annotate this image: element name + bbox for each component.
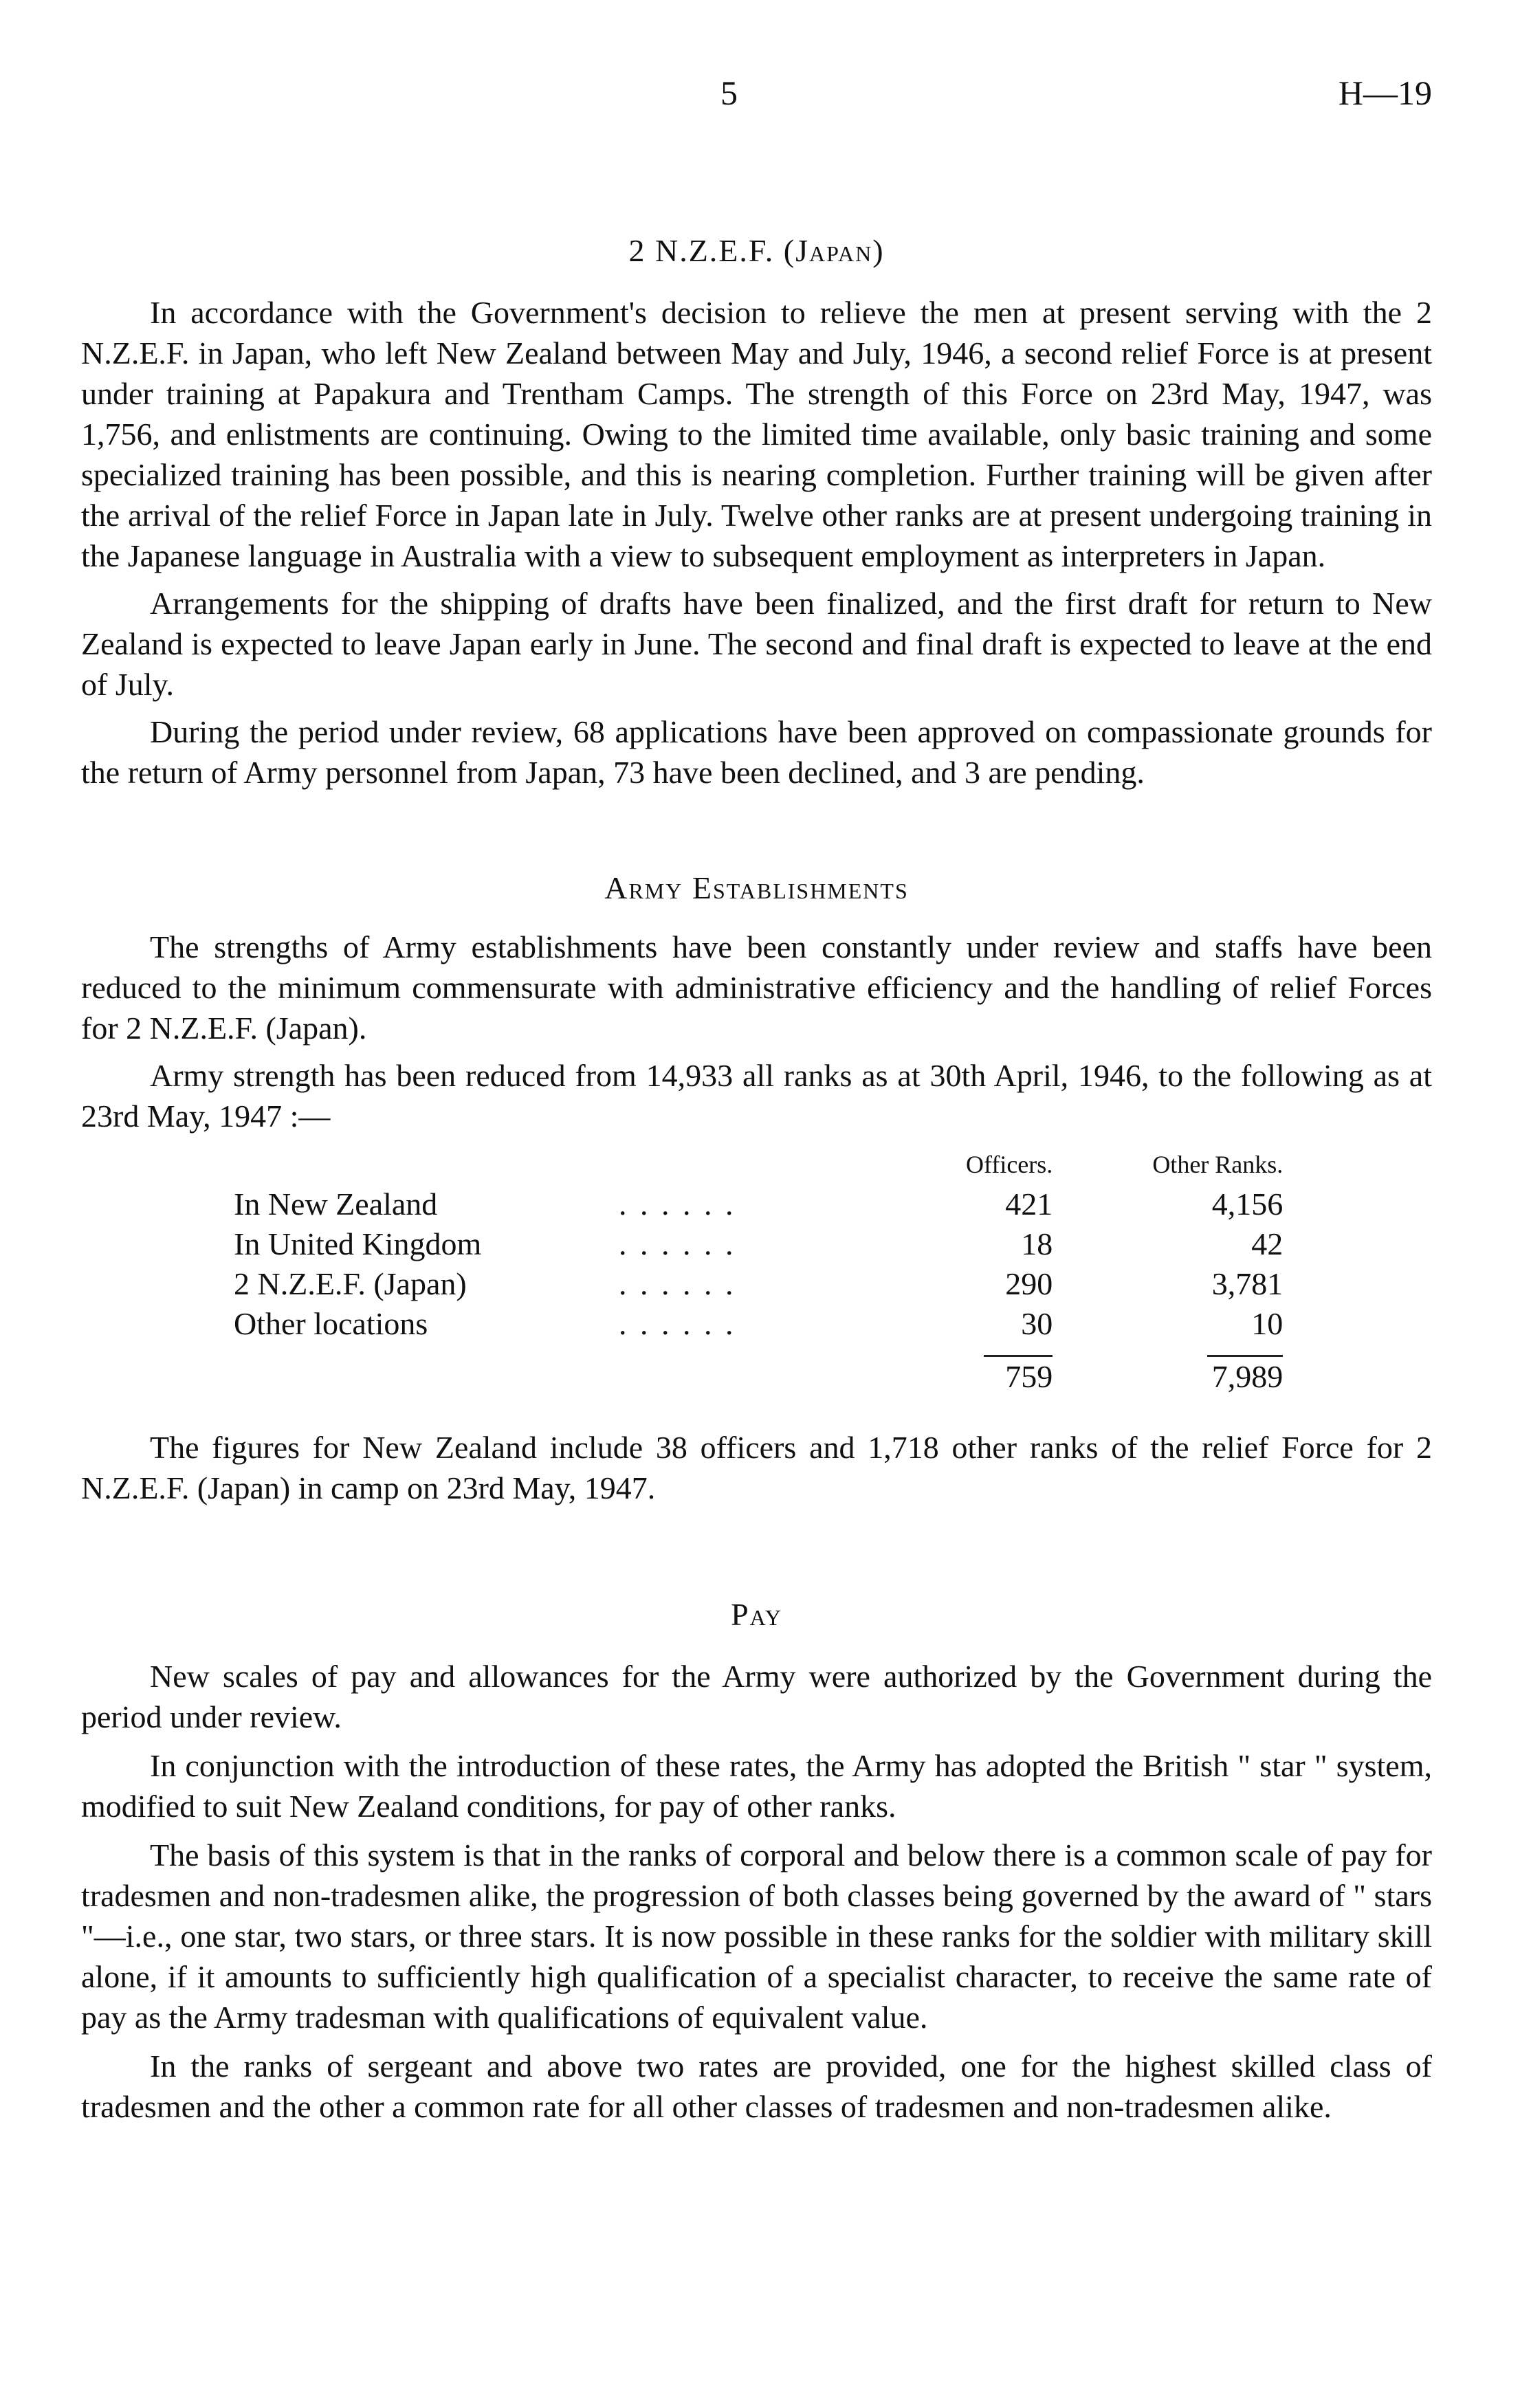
table-row <box>234 1184 1283 1224</box>
row-other-ranks: 4,156 <box>1211 1186 1284 1222</box>
row-leader-dots: . . . . . . <box>619 1226 736 1261</box>
row-location: In United Kingdom <box>234 1226 482 1261</box>
row-leader-dots: . . . . . . <box>619 1306 736 1341</box>
row-other-ranks: 10 <box>1251 1306 1284 1341</box>
section-title-japan <box>81 232 1432 269</box>
paragraph: New scales of pay and allowances for the Army were authorized by the Government during the period under review. <box>81 1659 1432 1734</box>
section-title-japan-sub: (Japan) <box>783 233 885 268</box>
table-rule-row <box>234 1344 1283 1357</box>
row-location: 2 N.Z.E.F. (Japan) <box>234 1266 467 1301</box>
paragraph: During the period under review, 68 applications have been approved on compassionate grounds for the return of Army personnel from Japan, 73 have been declined, and 3 are pending. <box>81 714 1432 790</box>
paragraph: In conjunction with the introduction of these rates, the Army has adopted the British " star " system, modified to suit New Zealand conditions, for pay of other ranks. <box>81 1748 1432 1824</box>
paragraph: The strengths of Army establishments have been constantly under review and staffs have been reduced to the minimum commensurate with administrative efficiency and the handling of relief Forces for 2 N.Z.E.F. (Japan). <box>81 929 1432 1046</box>
army-strength-table <box>234 1145 1283 1397</box>
paragraph: In accordance with the Government's decision to relieve the men at present serving with the 2 N.Z.E.F. in Japan, who left New Zealand between May and July, 1946, a second relief Force is at present under training at Papakura and Trentham Camps. The strength of this Force on 23rd May, 1947, was 1,756, and enlistments are continuing. Owing to the limited time available, only basic training and some specialized training has been possible, and this is nearing completion. Further training will be given after the arrival of the relief Force in Japan late in July. Twelve other ranks are at present undergoing training in the Japanese language in Australia with a view to subsequent employment as interpreters in Japan. <box>81 295 1432 573</box>
column-header-other-ranks: Other Ranks. <box>1152 1151 1284 1178</box>
table-header-row <box>234 1145 1283 1184</box>
paragraph: In the ranks of sergeant and above two rates are provided, one for the highest skilled class of tradesmen and the other a common rate for all other classes of tradesmen and non-tradesmen alike. <box>81 2048 1432 2124</box>
column-header-officers: Officers. <box>966 1151 1053 1178</box>
section-pay <box>81 1596 1432 2127</box>
row-leader-dots: . . . . . . <box>619 1266 736 1301</box>
row-location: In New Zealand <box>234 1186 438 1222</box>
table-row <box>234 1304 1283 1344</box>
table-row <box>234 1224 1283 1264</box>
page-number: 5 <box>720 74 738 112</box>
section-title-pay: Pay <box>731 1597 782 1632</box>
total-officers: 759 <box>1005 1359 1053 1394</box>
row-officers: 290 <box>1005 1266 1053 1301</box>
row-officers: 421 <box>1005 1186 1053 1222</box>
row-location: Other locations <box>234 1306 428 1341</box>
row-officers: 30 <box>1021 1306 1053 1341</box>
table-total-row <box>234 1357 1283 1397</box>
page-header <box>81 69 1432 137</box>
row-officers: 18 <box>1021 1226 1053 1261</box>
total-other-ranks: 7,989 <box>1211 1359 1284 1394</box>
row-leader-dots: . . . . . . <box>619 1186 736 1222</box>
document-reference: H—19 <box>1338 74 1432 112</box>
paragraph: The basis of this system is that in the ranks of corporal and below there is a common scale of pay for tradesmen and non-tradesmen alike, the progression of both classes being governed by the award of " stars "—i.e., one star, two stars, or three stars. It is now possible in these ranks for the soldier with military skill alone, if it amounts to sufficiently high qualification of a specialist character, to receive the same rate of pay as the Army tradesman with qualifications of equivalent value. <box>81 1837 1432 2035</box>
row-other-ranks: 42 <box>1251 1226 1284 1261</box>
table-row <box>234 1264 1283 1304</box>
row-other-ranks: 3,781 <box>1211 1266 1284 1301</box>
section-2nzef-japan <box>81 232 1432 793</box>
paragraph: Arrangements for the shipping of drafts have been finalized, and the first draft for return to New Zealand is expected to leave Japan early in June. The second and final draft is expected to leave at the end of July. <box>81 586 1432 702</box>
section-army-establishments <box>81 870 1432 1508</box>
paragraph: Army strength has been reduced from 14,933 all ranks as at 30th April, 1946, to the following as at 23rd May, 1947 :— <box>81 1058 1432 1134</box>
paragraph: The figures for New Zealand include 38 officers and 1,718 other ranks of the relief Force for 2 N.Z.E.F. (Japan) in camp on 23rd May, 1947. <box>81 1430 1432 1505</box>
section-title-japan-force: 2 N.Z.E.F. <box>628 233 775 268</box>
section-title-establishments: Army Establishments <box>604 870 909 905</box>
